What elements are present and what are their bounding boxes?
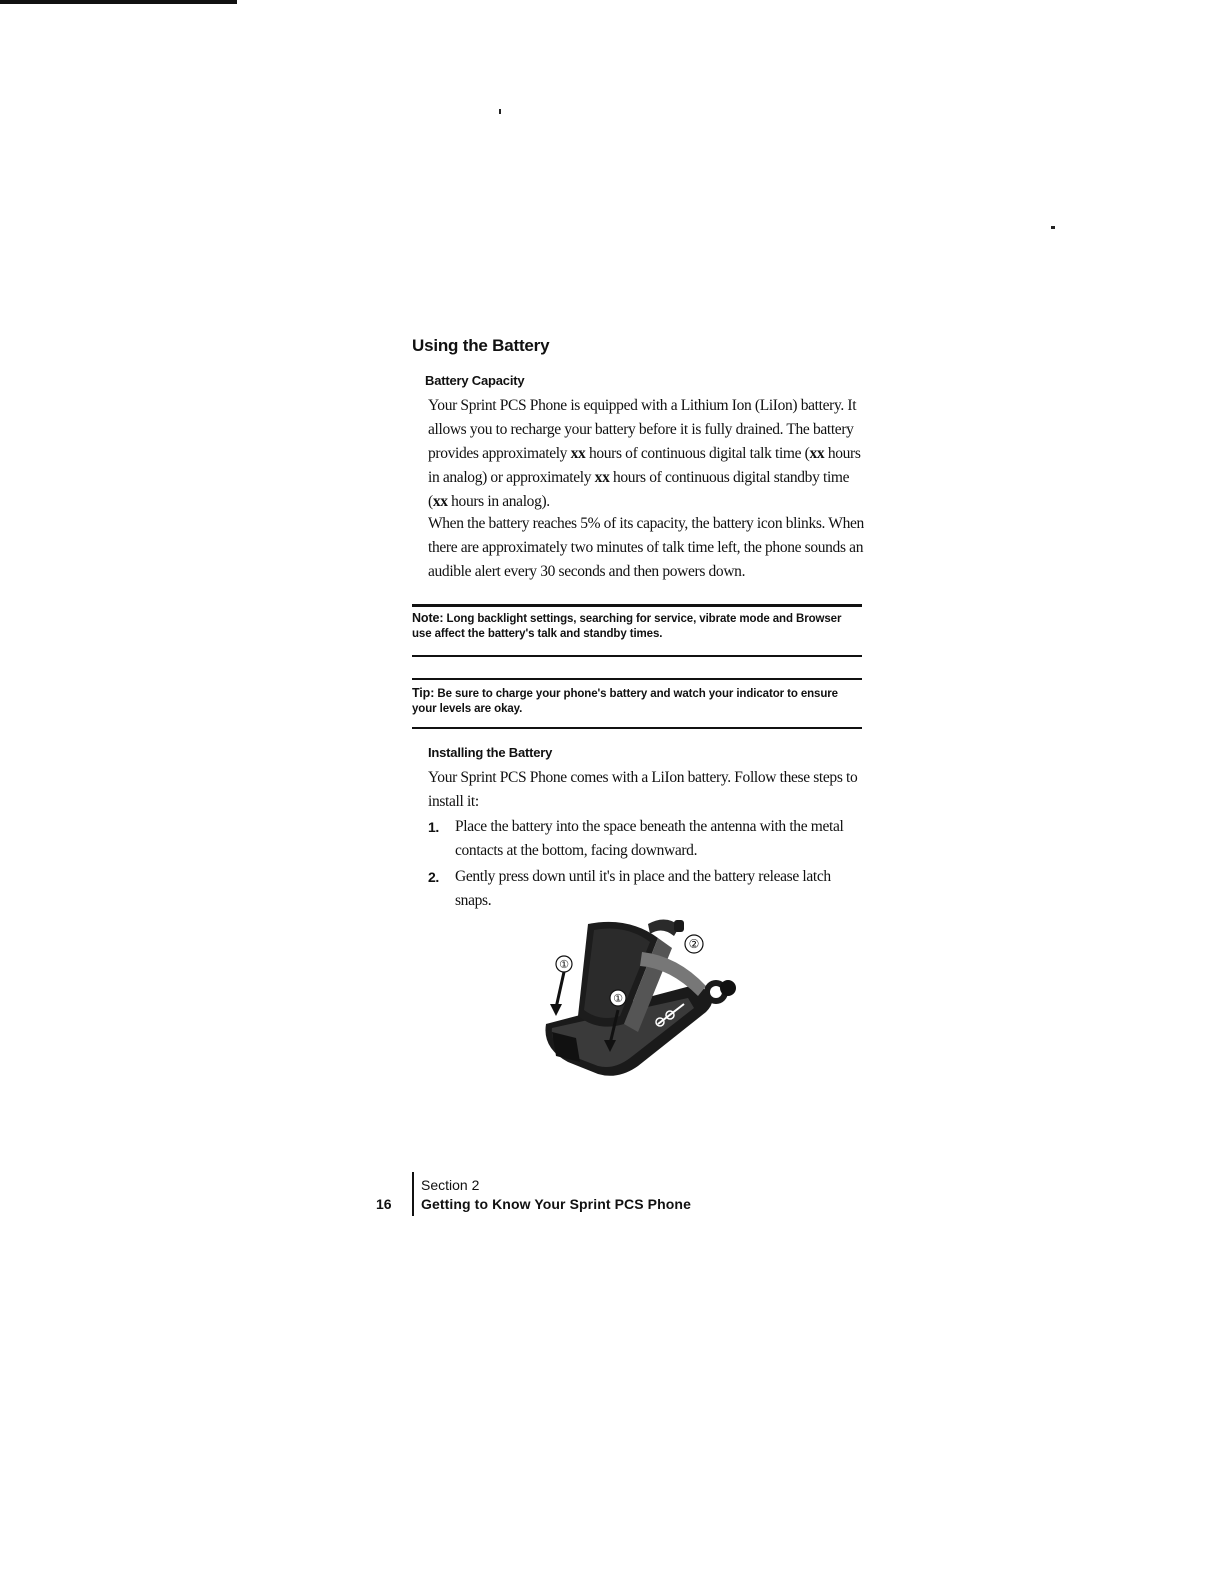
note-top-rule xyxy=(412,604,862,607)
step-text: Place the battery into the space beneath the antenna with the metal contacts at the bottom, facing downward. xyxy=(455,818,844,859)
scan-speck xyxy=(1051,226,1055,229)
battery-capacity-heading: Battery Capacity xyxy=(425,373,525,388)
step-text: Gently press down until it's in place and the battery release latch snaps. xyxy=(455,868,831,909)
callout-1a: ① xyxy=(559,958,569,971)
step-number: 1. xyxy=(428,819,439,835)
note-label: Note: xyxy=(412,611,444,625)
battery-install-illustration xyxy=(538,916,738,1082)
note-bottom-rule xyxy=(412,655,862,657)
callout-1b: ① xyxy=(613,992,623,1005)
footer-section-title: Getting to Know Your Sprint PCS Phone xyxy=(421,1196,691,1212)
installing-intro: Your Sprint PCS Phone comes with a LiIon battery. Follow these steps to install it: xyxy=(428,769,858,810)
tip-top-rule xyxy=(412,678,862,680)
scan-speck xyxy=(499,109,501,114)
note-callout xyxy=(412,611,862,642)
footer-section-label: Section 2 xyxy=(421,1177,480,1193)
callout-2: ② xyxy=(688,937,700,951)
installing-battery-heading: Installing the Battery xyxy=(428,745,553,760)
tip-label: Tip: xyxy=(412,686,435,700)
install-step xyxy=(428,865,868,913)
section-heading: Using the Battery xyxy=(412,336,550,355)
page-number: 16 xyxy=(376,1196,392,1212)
step-number: 2. xyxy=(428,869,439,885)
tip-callout xyxy=(412,686,862,717)
tip-text: Be sure to charge your phone's battery and watch your indicator to ensure your levels are okay. xyxy=(412,688,838,715)
battery-capacity-paragraph: Your Sprint PCS Phone is equipped with a Lithium Ion (LiIon) battery. It allows you to recharge your battery before it is fully drained. The battery provides approximately xx hours of continuous digital talk time (xx hours in analog) or approximately xx hours of continuous digital standby time (xx hours in analog). xyxy=(428,397,861,510)
battery-alert-paragraph: When the battery reaches 5% of its capacity, the battery icon blinks. When there are approximately two minutes of talk time left, the phone sounds an audible alert every 30 seconds and then powers down. xyxy=(428,515,864,580)
top-scan-bar xyxy=(0,0,237,4)
tip-bottom-rule xyxy=(412,727,862,729)
note-text: Long backlight settings, searching for service, vibrate mode and Browser use affect the battery's talk and standby times. xyxy=(412,613,842,640)
install-step xyxy=(428,815,868,863)
footer-rule xyxy=(412,1172,414,1216)
install-steps xyxy=(428,815,868,915)
